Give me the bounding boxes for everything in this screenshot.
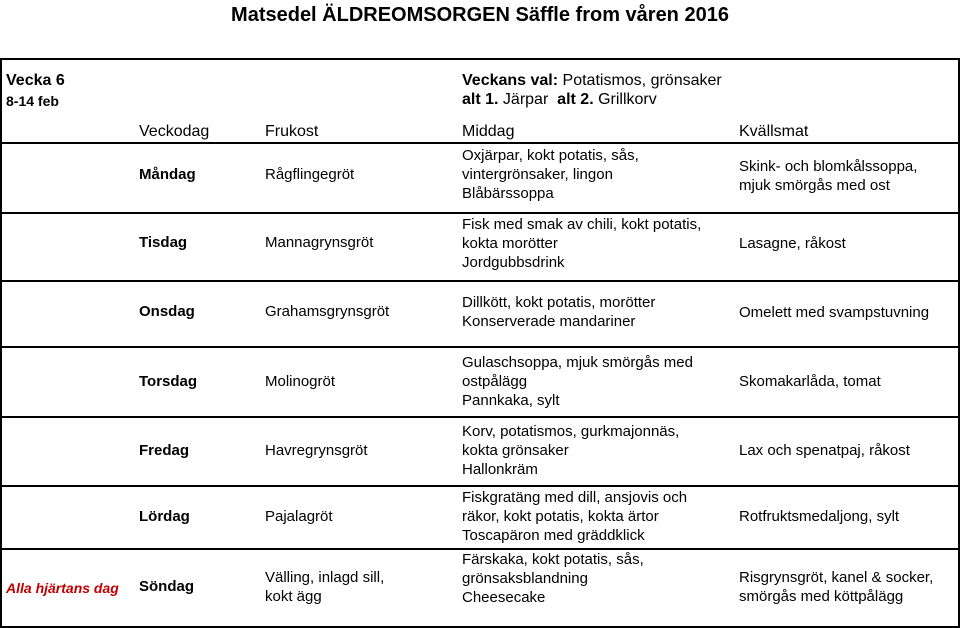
day-wednesday: Onsdag: [139, 303, 195, 320]
lunch-thursday-2: ostpålägg: [462, 373, 528, 390]
supper-sunday-1: Risgrynsgröt, kanel & socker,: [739, 569, 934, 586]
supper-monday-2: mjuk smörgås med ost: [739, 177, 890, 194]
alt-1-value: Järpar: [502, 91, 549, 108]
lunch-friday-3: Hallonkräm: [462, 461, 538, 478]
lunch-wednesday-2: Konserverade mandariner: [462, 313, 636, 330]
alt-2-label: alt 2.: [557, 91, 594, 108]
header-breakfast: Frukost: [265, 123, 319, 140]
alt-1-label: alt 1.: [462, 91, 499, 108]
divider-left: [0, 58, 2, 628]
lunch-monday-2: vintergrönsaker, lingon: [462, 166, 613, 183]
breakfast-monday: Rågflingegröt: [265, 166, 355, 183]
weekly-choice-label: Veckans val:: [462, 72, 559, 89]
divider-row-5: [0, 485, 960, 487]
day-saturday: Lördag: [139, 508, 190, 525]
breakfast-wednesday: Grahamsgrynsgröt: [265, 303, 390, 320]
supper-tuesday-1: Lasagne, råkost: [739, 235, 846, 252]
divider-row-6: [0, 548, 960, 550]
divider-row-4: [0, 416, 960, 418]
lunch-friday-2: kokta grönsaker: [462, 442, 569, 459]
special-note: Alla hjärtans dag: [6, 580, 119, 596]
lunch-monday-3: Blåbärssoppa: [462, 185, 554, 202]
header-day: Veckodag: [139, 123, 210, 140]
lunch-thursday-1: Gulaschsoppa, mjuk smörgås med: [462, 354, 693, 371]
lunch-tuesday-2: kokta morötter: [462, 235, 558, 252]
week-dates: 8-14 feb: [6, 93, 59, 109]
day-sunday: Söndag: [139, 578, 194, 595]
header-lunch: Middag: [462, 123, 515, 140]
weekly-choice-line-2: [462, 91, 657, 109]
breakfast-thursday: Molinogröt: [265, 373, 336, 390]
page-title: Matsedel ÄLDREOMSORGEN Säffle from våren 2016: [231, 4, 729, 26]
divider-row-2: [0, 280, 960, 282]
lunch-sunday-1: Färskaka, kokt potatis, sås,: [462, 551, 644, 568]
divider-row-1: [0, 212, 960, 214]
breakfast-sunday-2: kokt ägg: [265, 588, 322, 605]
week-label: Vecka 6: [6, 72, 65, 89]
breakfast-friday: Havregrynsgröt: [265, 442, 368, 459]
day-friday: Fredag: [139, 442, 190, 459]
lunch-friday-1: Korv, potatismos, gurkmajonnäs,: [462, 423, 680, 440]
lunch-tuesday-3: Jordgubbsdrink: [462, 254, 565, 271]
lunch-wednesday-1: Dillkött, kokt potatis, morötter: [462, 294, 656, 311]
weekly-choice-line-1: [462, 72, 722, 90]
header-supper: Kvällsmat: [739, 123, 809, 140]
breakfast-saturday: Pajalagröt: [265, 508, 333, 525]
day-thursday: Torsdag: [139, 373, 198, 390]
lunch-sunday-2: grönsaksblandning: [462, 570, 588, 587]
breakfast-tuesday: Mannagrynsgröt: [265, 234, 374, 251]
lunch-tuesday-1: Fisk med smak av chili, kokt potatis,: [462, 216, 702, 233]
day-tuesday: Tisdag: [139, 234, 188, 251]
lunch-sunday-3: Cheesecake: [462, 589, 546, 606]
divider-row-3: [0, 346, 960, 348]
weekly-choice-value: Potatismos, grönsaker: [562, 72, 722, 89]
divider-top: [0, 58, 960, 60]
lunch-monday-1: Oxjärpar, kokt potatis, sås,: [462, 147, 639, 164]
supper-friday-1: Lax och spenatpaj, råkost: [739, 442, 910, 459]
lunch-saturday-3: Toscapäron med gräddklick: [462, 527, 645, 544]
supper-saturday-1: Rotfruktsmedaljong, sylt: [739, 508, 900, 525]
breakfast-sunday-1: Välling, inlagd sill,: [265, 569, 385, 586]
lunch-saturday-1: Fiskgratäng med dill, ansjovis och: [462, 489, 688, 506]
lunch-saturday-2: räkor, kokt potatis, kokta ärtor: [462, 508, 659, 525]
day-monday: Måndag: [139, 166, 196, 183]
supper-monday-1: Skink- och blomkålssoppa,: [739, 158, 918, 175]
supper-sunday-2: smörgås med köttpålägg: [739, 588, 904, 605]
divider-header: [0, 142, 960, 144]
lunch-thursday-3: Pannkaka, sylt: [462, 392, 560, 409]
alt-2-value: Grillkorv: [598, 91, 657, 108]
supper-wednesday-1: Omelett med svampstuvning: [739, 304, 930, 321]
supper-thursday-1: Skomakarlåda, tomat: [739, 373, 881, 390]
